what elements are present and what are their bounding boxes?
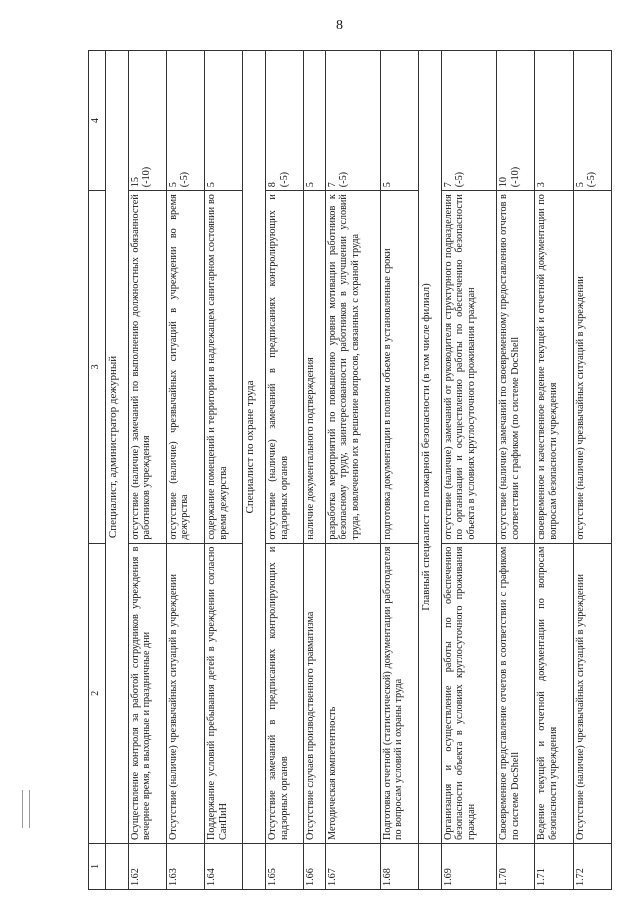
criterion-cell: разработка мероприятий по повышению уровня мотивации работников к безопасному труду, заинтересованности работников в улучшении условий труда, вовлечению их в решение вопросов, связанных с охраной труда — [325, 191, 380, 543]
indicator-cell: Отсутствие (наличие) чрезвычайных ситуаций в учреждении — [166, 543, 204, 843]
points-cell — [128, 51, 166, 191]
section-header-row — [106, 51, 129, 890]
points-cell — [441, 51, 496, 191]
empty-cell — [419, 843, 442, 889]
criterion-cell: отсутствие (наличие) замечаний по выполнению должностных обязанностей работников учреждения — [128, 191, 166, 543]
points-cell — [573, 51, 611, 191]
table-row — [441, 51, 496, 890]
points-cell — [166, 51, 204, 191]
section-header-row — [419, 51, 442, 890]
points-value: (-5) — [338, 171, 350, 188]
criterion-cell: подготовка документации в полном объеме в установленные сроки — [380, 191, 418, 543]
header-cell: 1 — [89, 843, 106, 889]
criterion-cell: отсутствие (наличие) замечаний от руководителя структурного подразделения по организации и осуществлению работы по обеспечению безопасности объекта в условиях круглосуточного проживания граждан — [441, 191, 496, 543]
table-row — [535, 51, 573, 890]
criterion-cell: отсутствие (наличие) замечаний в предписаниях контролирующих и надзорных органов — [266, 191, 304, 543]
indicator-cell: Осуществление контроля за работой сотрудников учреждения в вечернее время, в выходные и праздничные дни — [128, 543, 166, 843]
empty-cell — [106, 843, 129, 889]
indicator-cell: Подготовка отчетной (статистической) документации работодателя по вопросам условий и охраны труда — [380, 543, 418, 843]
table-row — [266, 51, 304, 890]
points-value: (-5) — [179, 171, 191, 188]
points-cell — [497, 51, 535, 191]
row-number: 1.70 — [497, 843, 535, 889]
page-number: 8 — [336, 18, 343, 33]
row-number: 1.71 — [535, 843, 573, 889]
row-number: 1.65 — [266, 843, 304, 889]
section-header-row — [243, 51, 266, 890]
section-title: Специалист, администратор дежурный — [106, 51, 129, 844]
points-value: (-10) — [141, 166, 153, 188]
section-title: Главный специалист по пожарной безопасности (в том числе филиал) — [419, 51, 442, 844]
table-row — [380, 51, 418, 890]
points-value: 5 — [574, 182, 586, 188]
table-row — [573, 51, 611, 890]
points-value: 3 — [536, 182, 548, 188]
points-value: 15 — [129, 177, 141, 188]
rotated-table-container — [88, 50, 612, 890]
table-header-row — [89, 51, 106, 890]
points-value: 7 — [442, 182, 454, 188]
indicator-cell: Своевременное представление отчетов в соответствии с графиком по системе DocShell — [497, 543, 535, 843]
points-cell — [325, 51, 380, 191]
row-number: 1.68 — [380, 843, 418, 889]
criterion-cell: отсутствие (наличие) чрезвычайных ситуаций в учреждении — [573, 191, 611, 543]
table-row — [205, 51, 243, 890]
points-value: (-5) — [586, 171, 598, 188]
points-value: 5 — [167, 182, 179, 188]
indicator-cell: Отсутствие (наличие) чрезвычайных ситуаций в учреждении — [573, 543, 611, 843]
header-cell: 3 — [89, 191, 106, 543]
empty-cell — [243, 843, 266, 889]
row-number: 1.63 — [166, 843, 204, 889]
table-row — [325, 51, 380, 890]
points-value: (-5) — [454, 171, 466, 188]
points-cell — [304, 51, 325, 191]
criterion-cell: своевременное и качественное ведение текущей и отчетной документации по вопросам безопасности учреждения — [535, 191, 573, 543]
section-title: Специалист по охране труда — [243, 51, 266, 844]
criterion-cell: отсутствие (наличие) замечаний по своевременному предоставлению отчетов в соответствии с графиком (по системе DocShell — [497, 191, 535, 543]
points-value: 7 — [326, 182, 338, 188]
points-value: 5 — [305, 182, 317, 188]
points-value: 5 — [381, 182, 393, 188]
scan-margin-mark — [22, 790, 30, 828]
indicator-cell: Организация и осуществление работы по обеспечению безопасности объекта в условиях круглосуточного проживания граждан — [441, 543, 496, 843]
table-row — [128, 51, 166, 890]
points-cell — [380, 51, 418, 191]
header-cell: 2 — [89, 543, 106, 843]
row-number: 1.64 — [205, 843, 243, 889]
indicator-cell: Поддержание условий пребывания детей в учреждении согласно СанПиН — [205, 543, 243, 843]
row-number: 1.72 — [573, 843, 611, 889]
header-cell: 4 — [89, 51, 106, 191]
indicator-cell: Ведение текущей и отчетной документации по вопросам безопасности учреждения — [535, 543, 573, 843]
points-cell — [205, 51, 243, 191]
points-value: 8 — [267, 182, 279, 188]
points-value: (-5) — [278, 171, 290, 188]
points-value: 5 — [206, 182, 218, 188]
row-number: 1.67 — [325, 843, 380, 889]
table-row — [304, 51, 325, 890]
row-number: 1.66 — [304, 843, 325, 889]
indicator-cell: Методическая компетентность — [325, 543, 380, 843]
points-cell — [535, 51, 573, 191]
row-number: 1.62 — [128, 843, 166, 889]
table-row — [166, 51, 204, 890]
row-number: 1.69 — [441, 843, 496, 889]
table-row — [497, 51, 535, 890]
indicator-cell: Отсутствие замечаний в предписаниях контролирующих и надзорных органов — [266, 543, 304, 843]
criterion-cell: отсутствие (наличие) чрезвычайных ситуаций в учреждении во время дежурства — [166, 191, 204, 543]
criterion-cell: содержание помещений и территории в надлежащем санитарном состоянии во время дежурства — [205, 191, 243, 543]
points-value: 10 — [498, 177, 510, 188]
criteria-table — [88, 50, 612, 890]
points-cell — [266, 51, 304, 191]
points-value: (-10) — [509, 166, 521, 188]
criterion-cell: наличие документального подтверждения — [304, 191, 325, 543]
indicator-cell: Отсутствие случаев производственного травматизма — [304, 543, 325, 843]
